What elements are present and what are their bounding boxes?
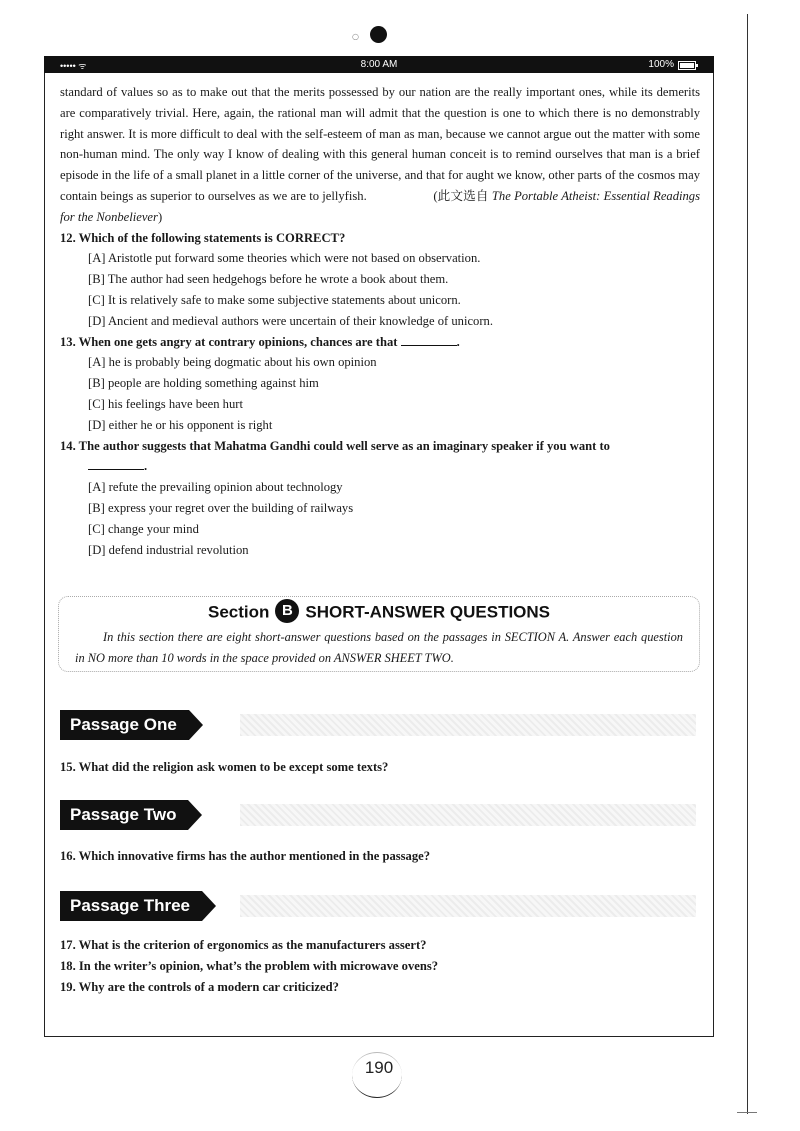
option-a[interactable]: [A] Aristotle put forward some theories which were not based on observation. <box>88 251 481 266</box>
question-19: 19. Why are the controls of a modern car criticized? <box>60 980 339 994</box>
section-badge-icon: B <box>275 599 299 623</box>
question-14: 14. The author suggests that Mahatma Gandhi could well serve as an imaginary speaker if you want to . [A] refute the prevailing opinion about technology [B] express your regret over the building of railways [C] change your mind [D] defend industrial revolution <box>60 436 700 561</box>
passage-texture <box>240 895 696 917</box>
source-title: The Portable Atheist: Essential Readings for the Nonbeliever <box>60 188 700 224</box>
passage-label: Passage One <box>60 710 189 740</box>
question-number: 14. <box>60 438 76 453</box>
option-c[interactable]: [C] It is relatively safe to make some subjective statements about unicorn. <box>88 292 461 307</box>
source-suffix: ) <box>157 209 163 224</box>
passage-one-header <box>60 710 696 740</box>
camera-dot-icon: ○ <box>352 32 359 41</box>
battery-fill <box>680 63 694 68</box>
section-instructions: In this section there are eight short-answer questions based on the passages in SECTION A. Answer each question in NO more than 10 words in the space provided on ANSWER SHEET TWO. <box>75 630 683 665</box>
signal-wifi-icon: ••••• ᯤ <box>60 61 87 71</box>
passage-paragraph: standard of values so as to make out that the merits possessed by our nation are the really important ones, while its demerits are comparatively trivial. Here, again, the rational man will admit that the question is one to which there is no demonstrably right answer. It is more difficult to deal with the self-esteem of man as man, because we cannot argue out the matter with some non-human mind. The only way I know of dealing with this general human conceit is to remind ourselves that man is a brief episode in the life of a small planet in a little corner of the universe, and that for aught we know, other parts of the cosmos may contain beings as superior to ourselves as we are to jellyfish. <box>60 85 700 203</box>
source-prefix: (此文选自 <box>433 188 492 203</box>
option-d[interactable]: [D] Ancient and medieval authors were uncertain of their knowledge of unicorn. <box>88 313 493 328</box>
question-stem: Which of the following statements is CORRECT? <box>78 230 346 245</box>
answer-blank <box>88 459 144 470</box>
option-d[interactable]: [D] either he or his opponent is right <box>88 417 273 432</box>
option-a[interactable]: [A] refute the prevailing opinion about technology <box>88 480 343 495</box>
option-b[interactable]: [B] The author had seen hedgehogs before he wrote a book about them. <box>88 272 449 287</box>
device-camera-icon <box>370 26 387 43</box>
passage-label: Passage Two <box>60 800 188 830</box>
option-b[interactable]: [B] express your regret over the building of railways <box>88 500 354 515</box>
page-edge-tick <box>737 1112 757 1113</box>
question-number: 12. <box>60 230 76 245</box>
status-bar <box>44 56 714 73</box>
question-13: 13. When one gets angry at contrary opinions, chances are that . [A] he is probably being dogmatic about his own opinion [B] people are holding something against him [C] his feelings have been hurt [D] either he or his opponent is right <box>60 332 700 436</box>
question-stem: When one gets angry at contrary opinions, chances are that <box>78 334 398 349</box>
page-number: 190 <box>364 1058 394 1077</box>
passage-texture <box>240 804 696 826</box>
battery-icon <box>678 61 696 70</box>
passage-label: Passage Three <box>60 891 202 921</box>
option-d[interactable]: [D] defend industrial revolution <box>88 542 249 557</box>
section-prefix: Section <box>207 602 270 622</box>
option-a[interactable]: [A] he is probably being dogmatic about his own opinion <box>88 355 377 370</box>
question-number: 13. <box>60 334 76 349</box>
passage-excerpt <box>60 82 700 228</box>
option-c[interactable]: [C] change your mind <box>88 521 199 536</box>
section-b-box <box>58 596 700 672</box>
question-16: 16. Which innovative firms has the author mentioned in the passage? <box>60 849 431 863</box>
page-edge-line <box>747 14 748 1114</box>
passage-two-header <box>60 800 696 830</box>
battery-percent: 100% <box>648 59 674 70</box>
question-17: 17. What is the criterion of ergonomics as the manufacturers assert? <box>60 938 427 952</box>
question-18: 18. In the writer’s opinion, what’s the problem with microwave ovens? <box>60 959 439 973</box>
section-b-title <box>59 601 699 625</box>
passage-texture <box>240 714 696 736</box>
page-content <box>60 82 700 560</box>
option-c[interactable]: [C] his feelings have been hurt <box>88 396 243 411</box>
question-stem: The author suggests that Mahatma Gandhi could well serve as an imaginary speaker if you want to <box>78 438 610 453</box>
question-12 <box>60 228 700 332</box>
answer-blank <box>401 335 457 346</box>
option-b[interactable]: [B] people are holding something against him <box>88 376 319 391</box>
question-15: 15. What did the religion ask women to be except some texts? <box>60 760 389 774</box>
section-heading: SHORT-ANSWER QUESTIONS <box>305 602 551 622</box>
passage-three-header <box>60 891 696 921</box>
status-time: 8:00 AM <box>360 59 398 70</box>
